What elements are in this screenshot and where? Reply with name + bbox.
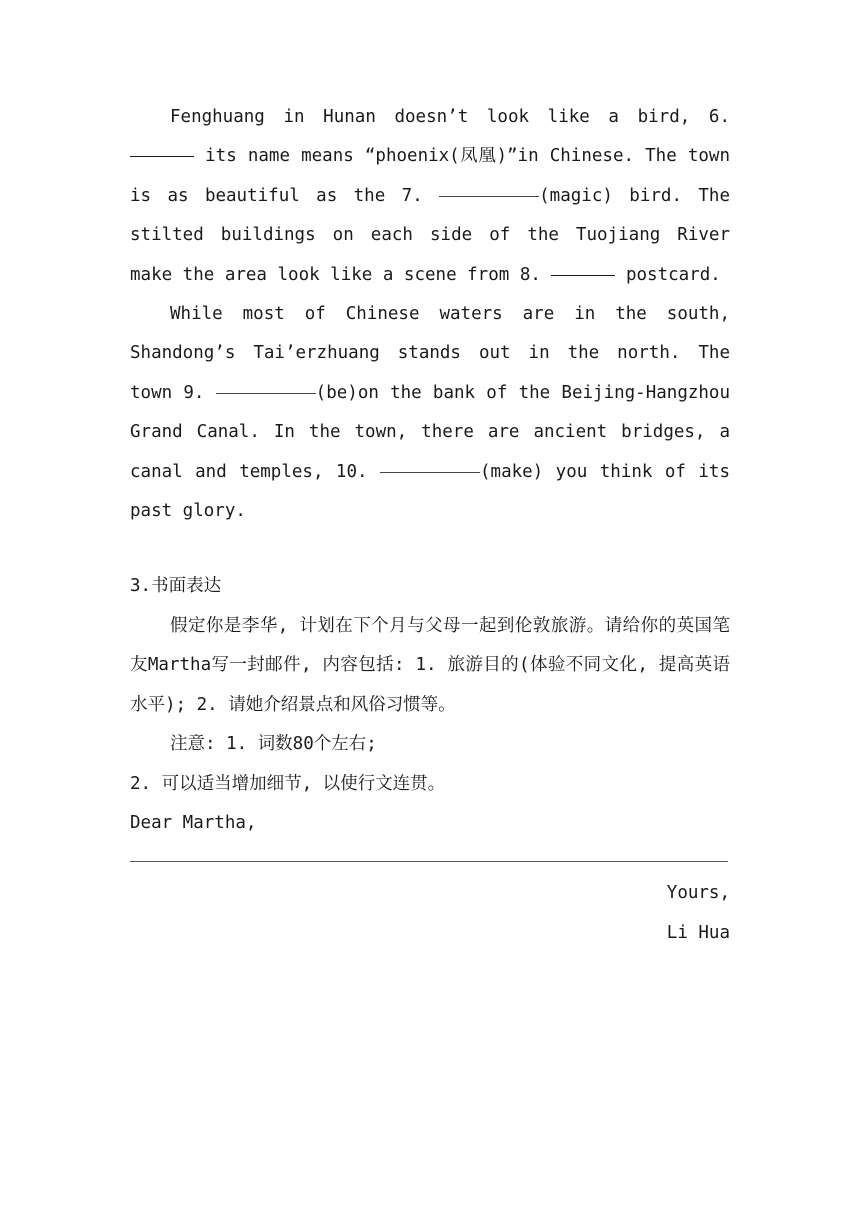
passage-text: (magic) bird. The stilted buildings on each side of the Tuojiang River make the area look like a scene from 8. (130, 185, 730, 285)
section-heading: 3.书面表达 (130, 576, 222, 597)
blank-9[interactable] (216, 392, 316, 394)
passage-paragraph-1 (130, 98, 730, 295)
blank-7[interactable] (439, 195, 539, 197)
letter-signature: Li Hua (666, 922, 730, 943)
passage-text: (make) you think of its past glory. (130, 461, 730, 522)
letter-closing: Yours, (666, 883, 730, 904)
writing-note-1: 注意: 1. 词数80个左右; (170, 734, 377, 755)
passage-text: postcard. (615, 264, 721, 285)
passage-text: (be)on the bank of the Beijing-Hangzhou Grand Canal. In the town, there are ancient bridges, a canal and temples, 10. (130, 382, 730, 482)
passage-paragraph-2 (130, 295, 730, 531)
section-gap (130, 531, 730, 567)
blank-6[interactable] (130, 155, 194, 157)
answer-line[interactable] (130, 843, 728, 862)
writing-note-2: 2. 可以适当增加细节, 以使行文连贯。 (130, 773, 446, 794)
blank-8[interactable] (551, 274, 615, 276)
document-page (130, 98, 730, 953)
passage-text: Fenghuang in Hunan doesn’t look like a bird, 6. (170, 107, 730, 127)
passage-text: While most of Chinese waters are in the south, Shandong’s Tai’erzhuang stands out in the north. The town 9. (130, 304, 730, 403)
letter-salutation: Dear Martha, (130, 812, 257, 833)
passage-text: its name means “phoenix(凤凰)”in Chinese. The town is as beautiful as the 7. (130, 146, 730, 206)
blank-10[interactable] (380, 471, 480, 473)
writing-prompt: 假定你是李华, 计划在下个月与父母一起到伦敦旅游。请给你的英国笔友Martha写一封邮件, 内容包括: 1. 旅游目的(体验不同文化, 提高英语水平); 2. 请她介绍景点和风俗习惯等。 (130, 615, 730, 715)
